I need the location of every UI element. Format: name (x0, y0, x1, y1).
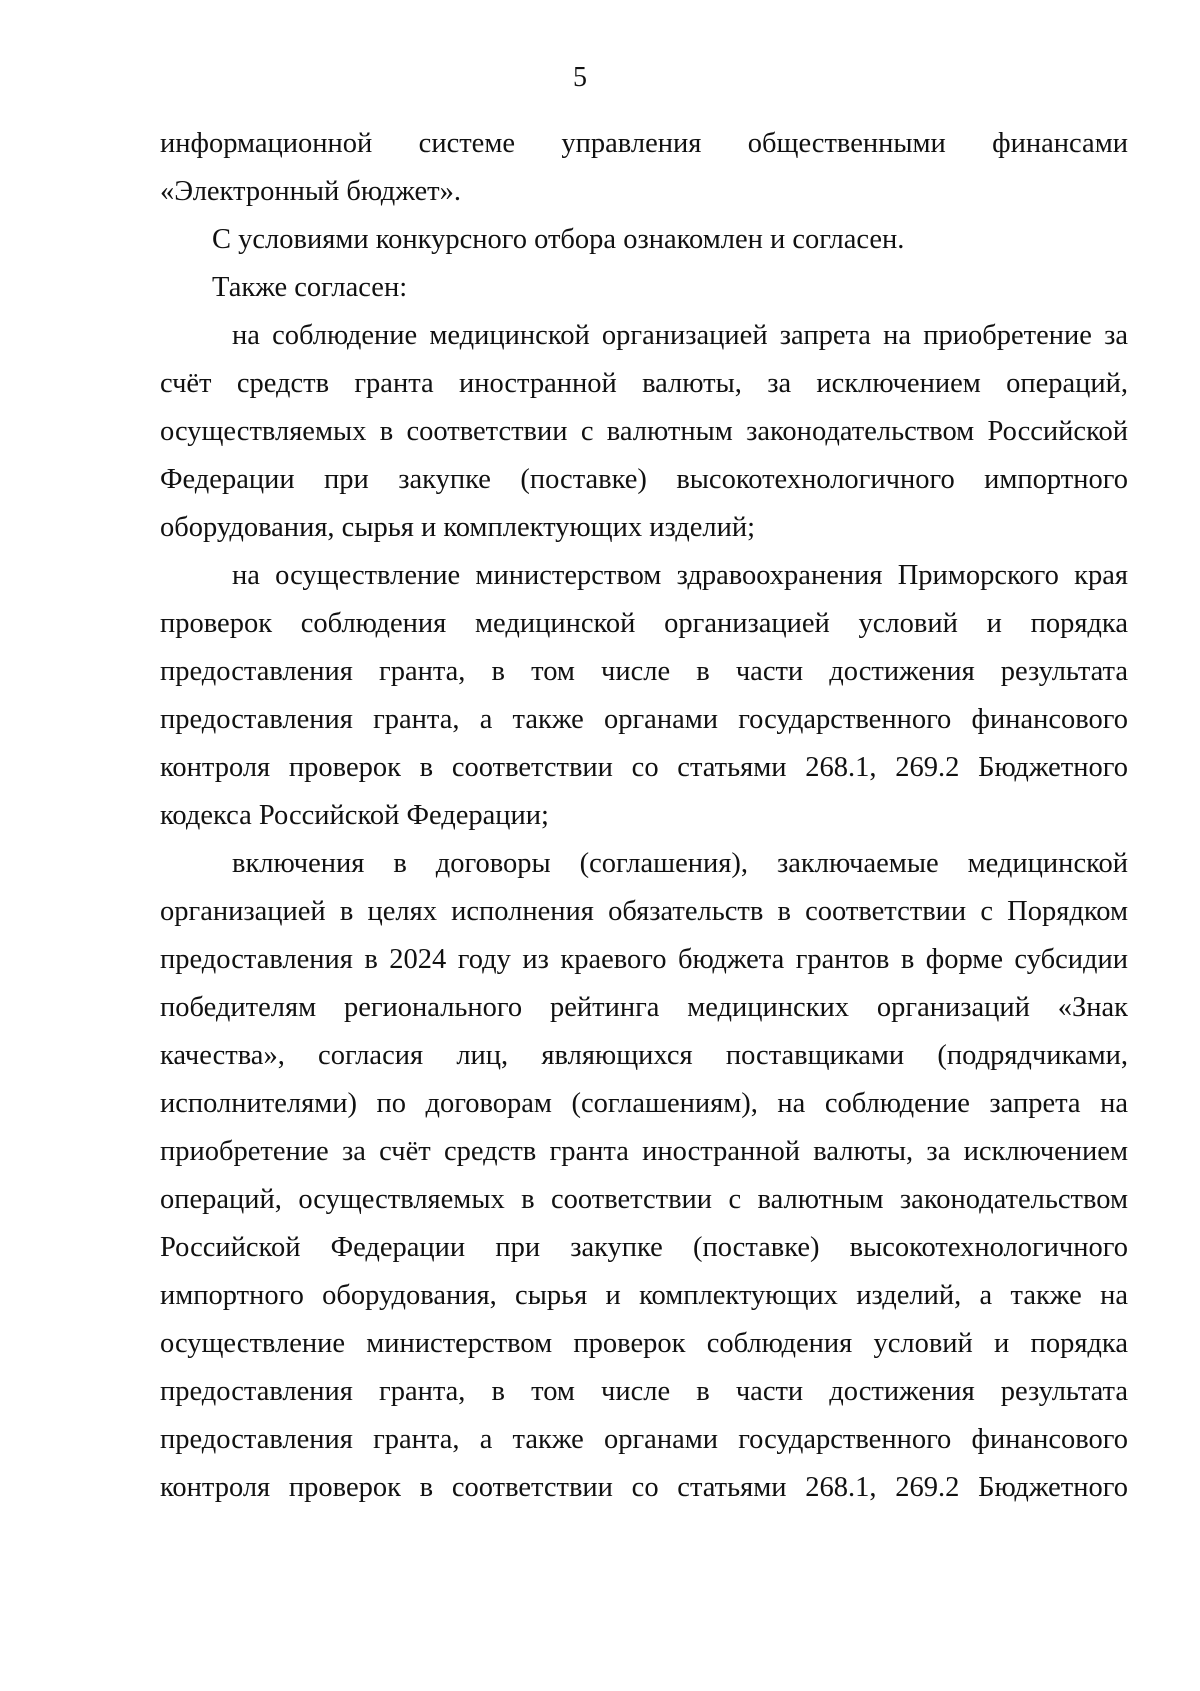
paragraph-also-agreed: Также согласен: (212, 272, 408, 303)
paragraph-ministry-inspections: на осуществление министерством здравоохранения Приморского края проверок соблюдения медицинской организацией условий и порядка предоставления гранта, в том числе в части достижения результата предоставления гранта, а также органами государственного финансового контроля проверок в соответствии со статьями 268.1, 269.2 Бюджетного кодекса Российской Федерации; (160, 560, 1128, 831)
document-body (160, 120, 1128, 1512)
paragraph-contract-inclusion: включения в договоры (соглашения), заключаемые медицинской организацией в целях исполнения обязательств в соответствии с Порядком предоставления в 2024 году из краевого бюджета грантов в форме субсидии победителям регионального рейтинга медицинских организаций «Знак качества», согласия лиц, являющихся поставщиками (подрядчиками, исполнителями) по договорам (соглашениям), на соблюдение запрета на приобретение за счёт средств гранта иностранной валюты, за исключением операций, осуществляемых в соответствии с валютным законодательством Российской Федерации при закупке (поставке) высокотехнологичного импортного оборудования, сырья и комплектующих изделий, а также на осуществление министерством проверок соблюдения условий и порядка предоставления гранта, в том числе в части достижения результата предоставления гранта, а также органами государственного финансового контроля проверок в соответствии со статьями 268.1, 269.2 Бюджетного (160, 848, 1128, 1503)
paragraph-currency-ban: на соблюдение медицинской организацией запрета на приобретение за счёт средств гранта иностранной валюты, за исключением операций, осуществляемых в соответствии с валютным законодательством Российской Федерации при закупке (поставке) высокотехнологичного импортного оборудования, сырья и комплектующих изделий; (160, 320, 1128, 543)
paragraph-continuation: информационной системе управления общественными финансами «Электронный бюджет». (160, 128, 1128, 207)
paragraph-conditions-agreed: С условиями конкурсного отбора ознакомлен и согласен. (212, 224, 905, 255)
page-number: 5 (573, 62, 587, 93)
